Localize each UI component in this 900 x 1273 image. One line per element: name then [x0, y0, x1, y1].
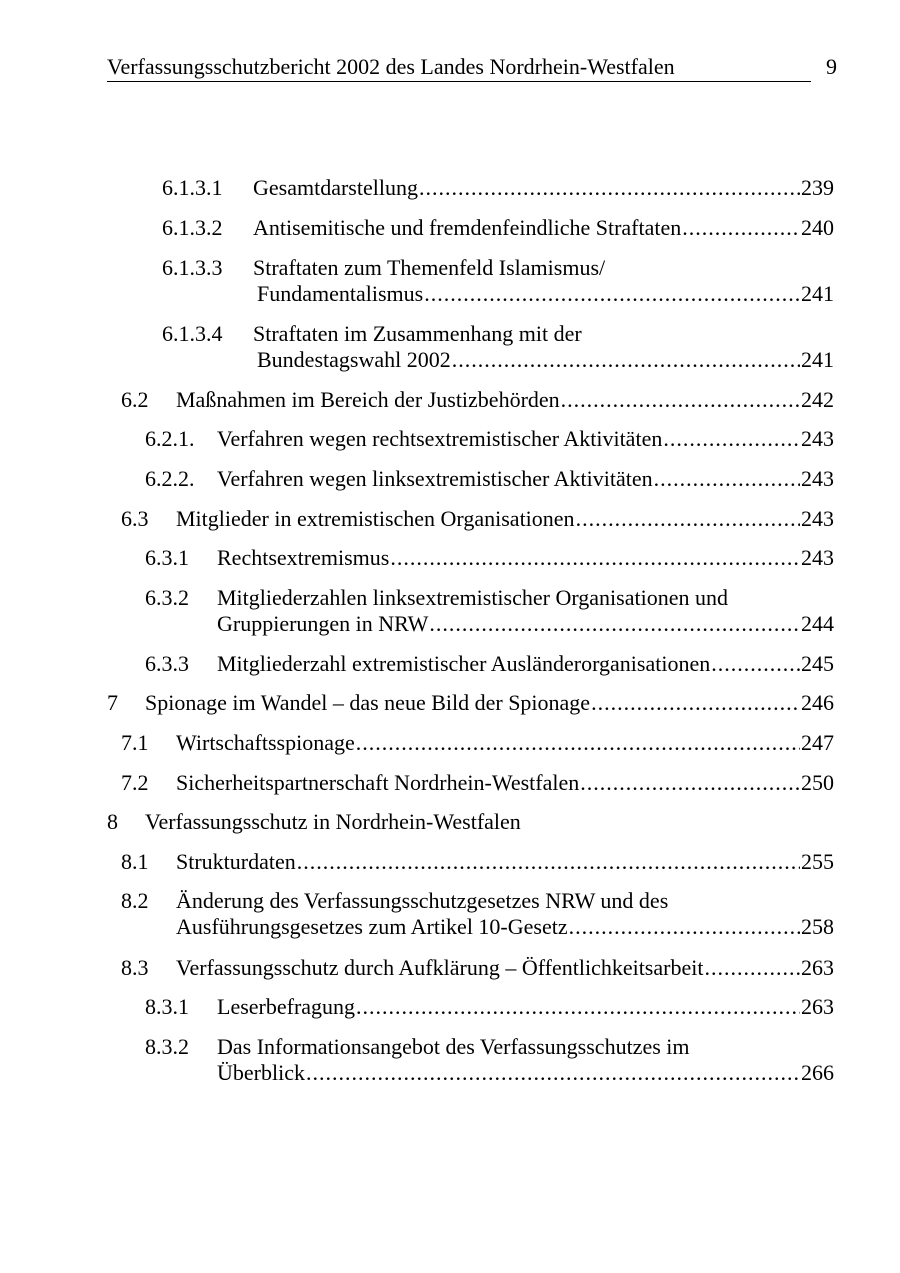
- toc-entry-page-number: 241: [801, 281, 834, 306]
- dot-leader: [306, 1060, 800, 1086]
- toc-entry-page-number: 244: [801, 611, 834, 636]
- dot-leader: [297, 849, 800, 875]
- toc-entry-number: 8.3.1: [145, 994, 189, 1019]
- toc-entry-title: Verfassungsschutz in Nordrhein-Westfalen: [145, 809, 521, 834]
- toc-entry-number: 7: [107, 690, 118, 715]
- toc-entry-line: [217, 585, 834, 611]
- dot-leader: [663, 426, 800, 452]
- toc-entry-line: [176, 387, 834, 413]
- toc-entry-line: [176, 849, 834, 875]
- toc-entry-line: [253, 255, 834, 281]
- dot-leader: [429, 611, 800, 637]
- toc-entry-title: Fundamentalismus: [257, 281, 424, 306]
- toc-entry-number: 6.3.2: [145, 585, 189, 610]
- dot-leader: [580, 770, 800, 796]
- toc-entry-title: Verfahren wegen linksextremistischer Aktivitäten: [217, 466, 653, 491]
- toc-entry-number: 7.1: [121, 730, 149, 755]
- toc-entry-title: Wirtschaftsspionage: [176, 730, 355, 755]
- toc-entry-line: [253, 215, 834, 241]
- toc-entry-page-number: 255: [801, 849, 834, 874]
- toc-entry-line: [176, 730, 834, 756]
- toc-entry-page-number: 245: [801, 651, 834, 676]
- toc-entry-title: Ausführungsgesetzes zum Artikel 10-Gesetz: [176, 914, 568, 939]
- toc-entry-title: Gesamtdarstellung: [253, 175, 418, 200]
- dot-leader: [390, 545, 800, 571]
- toc-entry-title: Verfassungsschutz durch Aufklärung – Öffentlichkeitsarbeit: [176, 955, 704, 980]
- toc-entry-title: Verfahren wegen rechtsextremistischer Aktivitäten: [217, 426, 663, 451]
- toc-entry-title: Rechtsextremismus: [217, 545, 390, 570]
- toc-entry-number: 7.2: [121, 770, 149, 795]
- toc-entry-number: 6.1.3.3: [162, 255, 223, 280]
- dot-leader: [704, 955, 800, 981]
- toc-entry-line: [217, 545, 834, 571]
- toc-entry-number: 8.3: [121, 955, 149, 980]
- toc-entry-page-number: 250: [801, 770, 834, 795]
- toc-entry-line: [253, 175, 834, 201]
- toc-entry-number: 8.3.2: [145, 1034, 189, 1059]
- toc-entry-title: Mitgliederzahlen linksextremistischer Organisationen und: [217, 585, 728, 610]
- toc-entry-continuation-line: [217, 1060, 834, 1086]
- toc-entry-number: 6.3: [121, 506, 149, 531]
- toc-entry-number: 6.3.1: [145, 545, 189, 570]
- toc-entry-continuation-line: [257, 347, 834, 373]
- toc-entry-continuation-line: [257, 281, 834, 307]
- toc-entry-page-number: 243: [801, 506, 834, 531]
- toc-entry-number: 6.1.3.1: [162, 175, 223, 200]
- header-page-number: 9: [826, 54, 837, 79]
- toc-entry-title: Gruppierungen in NRW: [217, 611, 429, 636]
- toc-entry-page-number: 243: [801, 545, 834, 570]
- toc-entry-page-number: 243: [801, 426, 834, 451]
- toc-entry-number: 6.2: [121, 387, 149, 412]
- toc-entry-title: Straftaten im Zusammenhang mit der: [253, 321, 582, 346]
- dot-leader: [356, 994, 800, 1020]
- toc-entry-number: 8.1: [121, 849, 149, 874]
- dot-leader: [356, 730, 800, 756]
- toc-entry-number: 8: [107, 809, 118, 834]
- toc-entry-page-number: 241: [801, 347, 834, 372]
- toc-entry-title: Straftaten zum Themenfeld Islamismus/: [253, 255, 606, 280]
- toc-entry-title: Bundestagswahl 2002: [257, 347, 451, 372]
- toc-entry-line: [176, 506, 834, 532]
- dot-leader: [682, 215, 800, 241]
- dot-leader: [711, 651, 800, 677]
- toc-entry-page-number: 246: [801, 690, 834, 715]
- toc-entry-title: Sicherheitspartnerschaft Nordrhein-Westfalen: [176, 770, 580, 795]
- toc-entry-title: Leserbefragung: [217, 994, 356, 1019]
- header-title: Verfassungsschutzbericht 2002 des Landes Nordrhein-Westfalen: [107, 54, 675, 79]
- dot-leader: [569, 914, 800, 940]
- toc-entry-line: [253, 321, 834, 347]
- toc-entry-line: [176, 955, 834, 981]
- toc-entry-number: 6.2.1.: [145, 426, 195, 451]
- toc-entry-line: [217, 426, 834, 452]
- toc-entry-page-number: 239: [801, 175, 834, 200]
- header-rule: [107, 81, 811, 82]
- toc-entry-number: 6.1.3.4: [162, 321, 223, 346]
- dot-leader: [561, 387, 800, 413]
- toc-entry-page-number: 266: [801, 1060, 834, 1085]
- toc-entry-title: Mitgliederzahl extremistischer Ausländerorganisationen: [217, 651, 711, 676]
- toc-entry-number: 8.2: [121, 888, 149, 913]
- toc-entry-line: [176, 770, 834, 796]
- toc-entry-line: [217, 994, 834, 1020]
- toc-entry-line: [176, 888, 834, 914]
- toc-entry-page-number: 247: [801, 730, 834, 755]
- toc-entry-title: Strukturdaten: [176, 849, 296, 874]
- dot-leader: [576, 506, 800, 532]
- toc-entry-title: Antisemitische und fremdenfeindliche Straftaten: [253, 215, 682, 240]
- toc-entry-page-number: 240: [801, 215, 834, 240]
- toc-entry-continuation-line: [176, 914, 834, 940]
- toc-entry-number: 6.1.3.2: [162, 215, 223, 240]
- toc-entry-page-number: 263: [801, 994, 834, 1019]
- toc-entry-title: Spionage im Wandel – das neue Bild der Spionage: [145, 690, 591, 715]
- dot-leader: [654, 466, 800, 492]
- toc-entry-line: [217, 651, 834, 677]
- dot-leader: [424, 281, 800, 307]
- dot-leader: [419, 175, 800, 201]
- toc-entry-title: Änderung des Verfassungsschutzgesetzes NRW und des: [176, 888, 669, 913]
- toc-entry-number: 6.3.3: [145, 651, 189, 676]
- toc-entry-title: Überblick: [217, 1060, 305, 1085]
- toc-entry-continuation-line: [217, 611, 834, 637]
- toc-entry-title: Mitglieder in extremistischen Organisationen: [176, 506, 575, 531]
- dot-leader: [591, 690, 800, 716]
- toc-entry-title: Maßnahmen im Bereich der Justizbehörden: [176, 387, 560, 412]
- toc-entry-page-number: 242: [801, 387, 834, 412]
- running-header: [107, 52, 837, 82]
- toc-entry-title: Das Informationsangebot des Verfassungsschutzes im: [217, 1034, 690, 1059]
- dot-leader: [452, 347, 800, 373]
- toc-entry-line: [217, 466, 834, 492]
- toc-entry-line: [145, 690, 834, 716]
- toc-entry-line: [145, 809, 834, 835]
- toc-entry-page-number: 263: [801, 955, 834, 980]
- toc-entry-page-number: 258: [801, 914, 834, 939]
- toc-entry-number: 6.2.2.: [145, 466, 195, 491]
- toc-entry-line: [217, 1034, 834, 1060]
- toc-entry-page-number: 243: [801, 466, 834, 491]
